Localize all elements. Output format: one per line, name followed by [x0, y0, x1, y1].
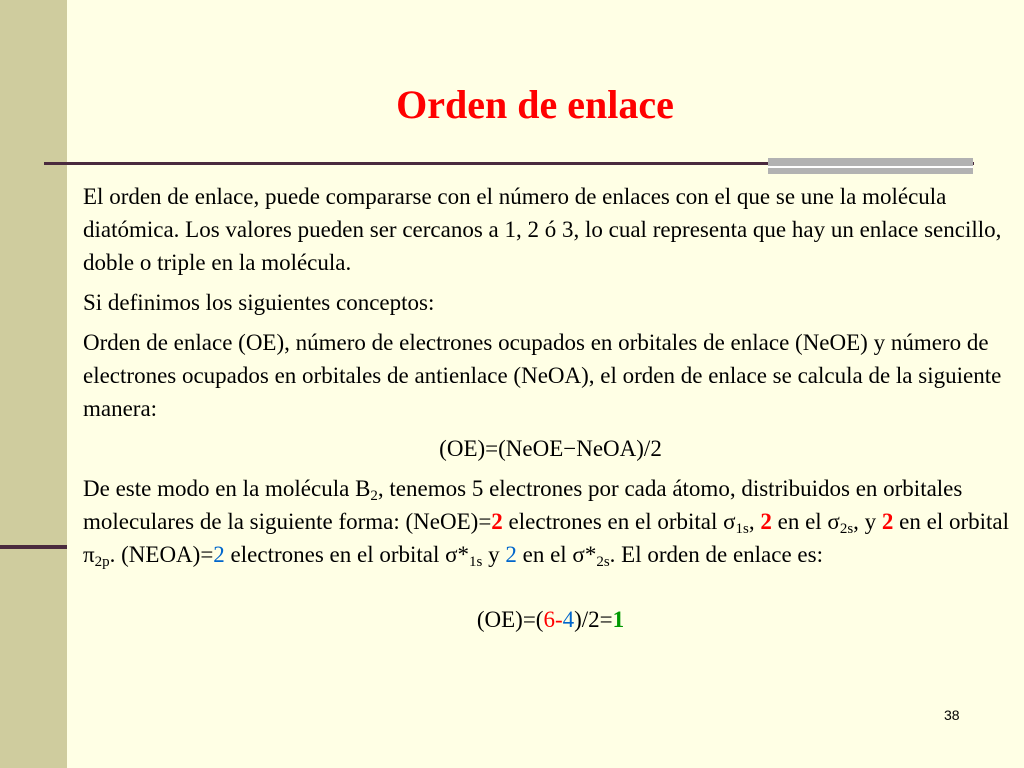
text: en el orbital π [83, 509, 1010, 567]
text: , y [853, 509, 882, 534]
highlight-number: 2 [505, 542, 517, 567]
page-number: 38 [944, 707, 960, 723]
text: )/2= [574, 607, 613, 632]
bond-order-formula: (OE)=(NeOE−NeOA)/2 [439, 436, 662, 461]
text: electrones en el orbital σ [502, 509, 736, 534]
subscript: 2s [839, 521, 854, 537]
left-band-accent-line [0, 545, 67, 549]
text: en el σ [771, 509, 840, 534]
gray-bar-highlight [768, 166, 973, 168]
text: , tenemos 5 electrones por cada átomo, distribuidos en orbitales moleculares de la siguiente forma: (NeOE)= [83, 476, 963, 534]
highlight-number: 2 [881, 509, 894, 534]
text: electrones en el orbital σ* [224, 542, 470, 567]
subscript: 1s [469, 554, 483, 570]
result-bond-order: 1 [612, 607, 625, 632]
text: - [554, 607, 563, 632]
slide-body [83, 180, 1018, 636]
subscript: 1s [735, 521, 749, 537]
result-bonding-count: 6 [543, 607, 555, 632]
paragraph-intro: El orden de enlace, puede compararse con el número de enlaces con el que se une la molécula diatómica. Los valores pueden ser cercanos a 1, 2 ó 3, lo cual representa que hay un enlace sencillo, doble o triple en la molécula. [83, 184, 1002, 275]
paragraph-definitions-lead: Si definimos los siguientes conceptos: [83, 290, 435, 315]
highlight-number: 2 [491, 509, 503, 534]
highlight-number: 2 [760, 509, 772, 534]
subscript: 2s [596, 554, 610, 570]
subscript: 2 [370, 488, 378, 504]
text: en el σ* [516, 542, 597, 567]
text: . (NEOA)= [109, 542, 214, 567]
subscript: 2p [94, 554, 110, 570]
text: (OE)=( [476, 607, 544, 632]
text: , [748, 509, 761, 534]
paragraph-b2-example [83, 472, 1018, 571]
paragraph-definitions: Orden de enlace (OE), número de electrones ocupados en orbitales de enlace (NeOE) y número de electrones ocupados en orbitales de antienlace (NeOA), el orden de enlace se calcula de la siguiente manera: [83, 330, 1002, 421]
text: . El orden de enlace es: [609, 542, 823, 567]
highlight-number: 2 [213, 542, 225, 567]
text: y [482, 542, 506, 567]
slide-title: Orden de enlace [396, 82, 674, 127]
text: De este modo en la molécula B [83, 476, 371, 501]
bond-order-result [83, 603, 1018, 636]
result-antibonding-count: 4 [562, 607, 575, 632]
